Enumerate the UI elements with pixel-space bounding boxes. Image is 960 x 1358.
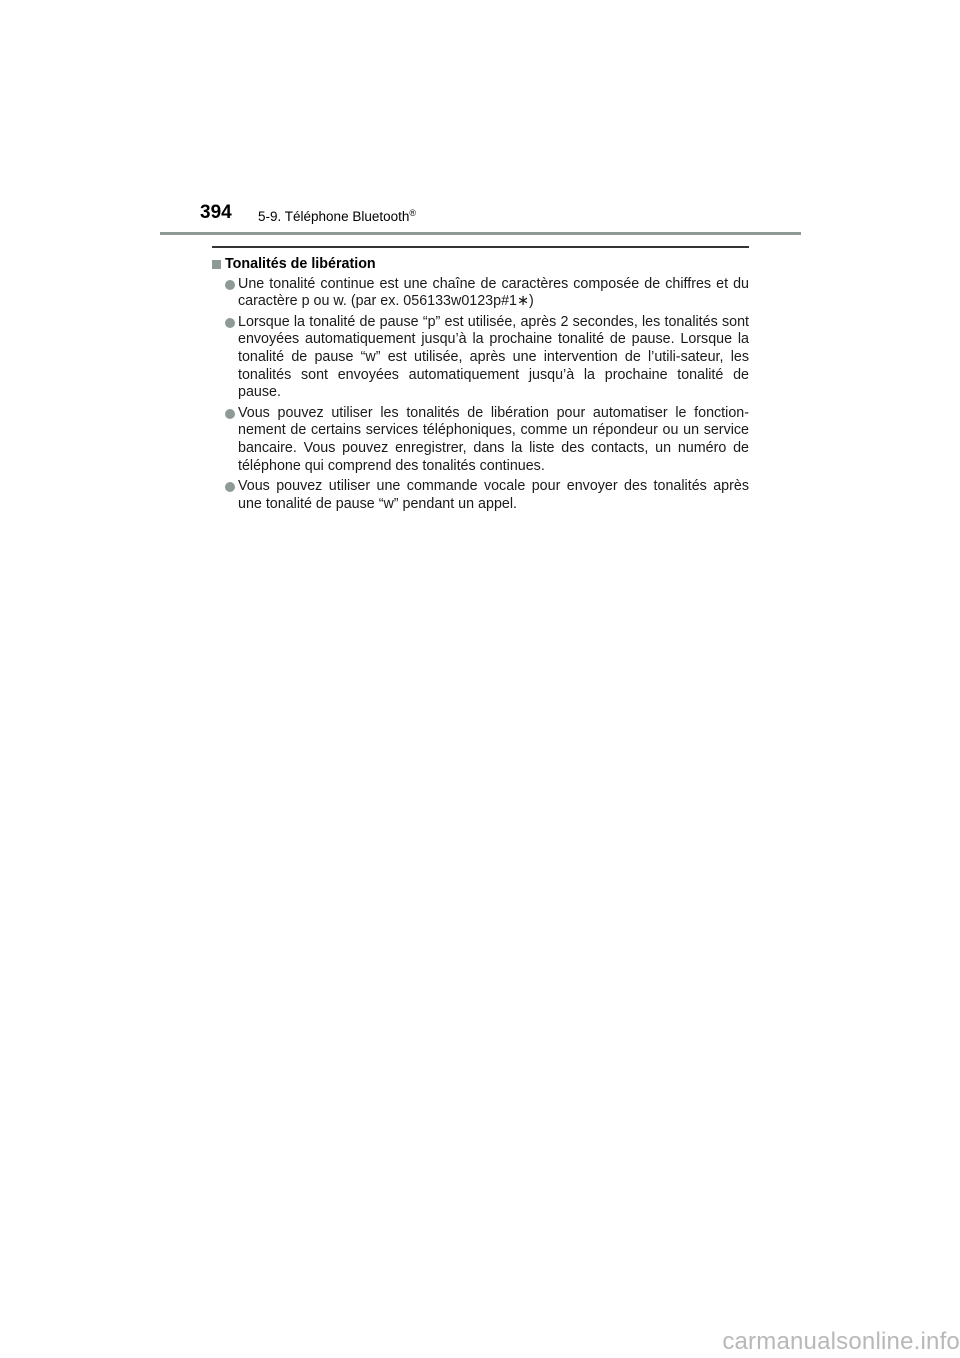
block-rule [212, 246, 749, 248]
circle-bullet-icon [225, 482, 235, 492]
section-title [258, 209, 416, 224]
subsection-heading-text: Tonalités de libération [225, 256, 376, 272]
list-item-text: Lorsque la tonalité de pause “p” est utilisée, après 2 secondes, les tonalités sont envoyées automatiquement jusqu’à la prochaine tonalité de pause. Lorsque la tonalité de pause “w” est utilisée, après une intervention de l’utili-sateur, les tonalités sont envoyées automatiquement jusqu’à la prochaine tonalité de pause. [238, 313, 749, 401]
list-item [212, 405, 749, 475]
circle-bullet-icon [225, 409, 235, 419]
section-title-text: 5-9. Téléphone Bluetooth [258, 209, 410, 224]
list-item [212, 478, 749, 513]
list-item-text: Une tonalité continue est une chaîne de caractères composée de chiffres et du caractère p ou w. (par ex. 056133w0123p#1∗) [238, 275, 749, 310]
page-number: 394 [200, 202, 232, 223]
list-item [212, 314, 749, 402]
list-item-text: Vous pouvez utiliser une commande vocale pour envoyer des tonalités après une tonalité de pause “w” pendant un appel. [238, 478, 749, 512]
subsection-heading [212, 256, 749, 274]
header-rule [160, 232, 801, 235]
watermark: carmanualsonline.info [722, 1328, 960, 1355]
circle-bullet-icon [225, 318, 235, 328]
list-item [212, 276, 749, 311]
content-block [212, 256, 749, 516]
square-bullet-icon [212, 260, 221, 269]
registered-mark: ® [409, 208, 417, 218]
circle-bullet-icon [225, 280, 235, 290]
list-item-text: Vous pouvez utiliser les tonalités de libération pour automatiser le fonction-nement de certains services téléphoniques, comme un répondeur ou un service bancaire. Vous pouvez enregistrer, dans la liste des contacts, un numéro de téléphone qui comprend des tonalités continues. [238, 404, 749, 474]
